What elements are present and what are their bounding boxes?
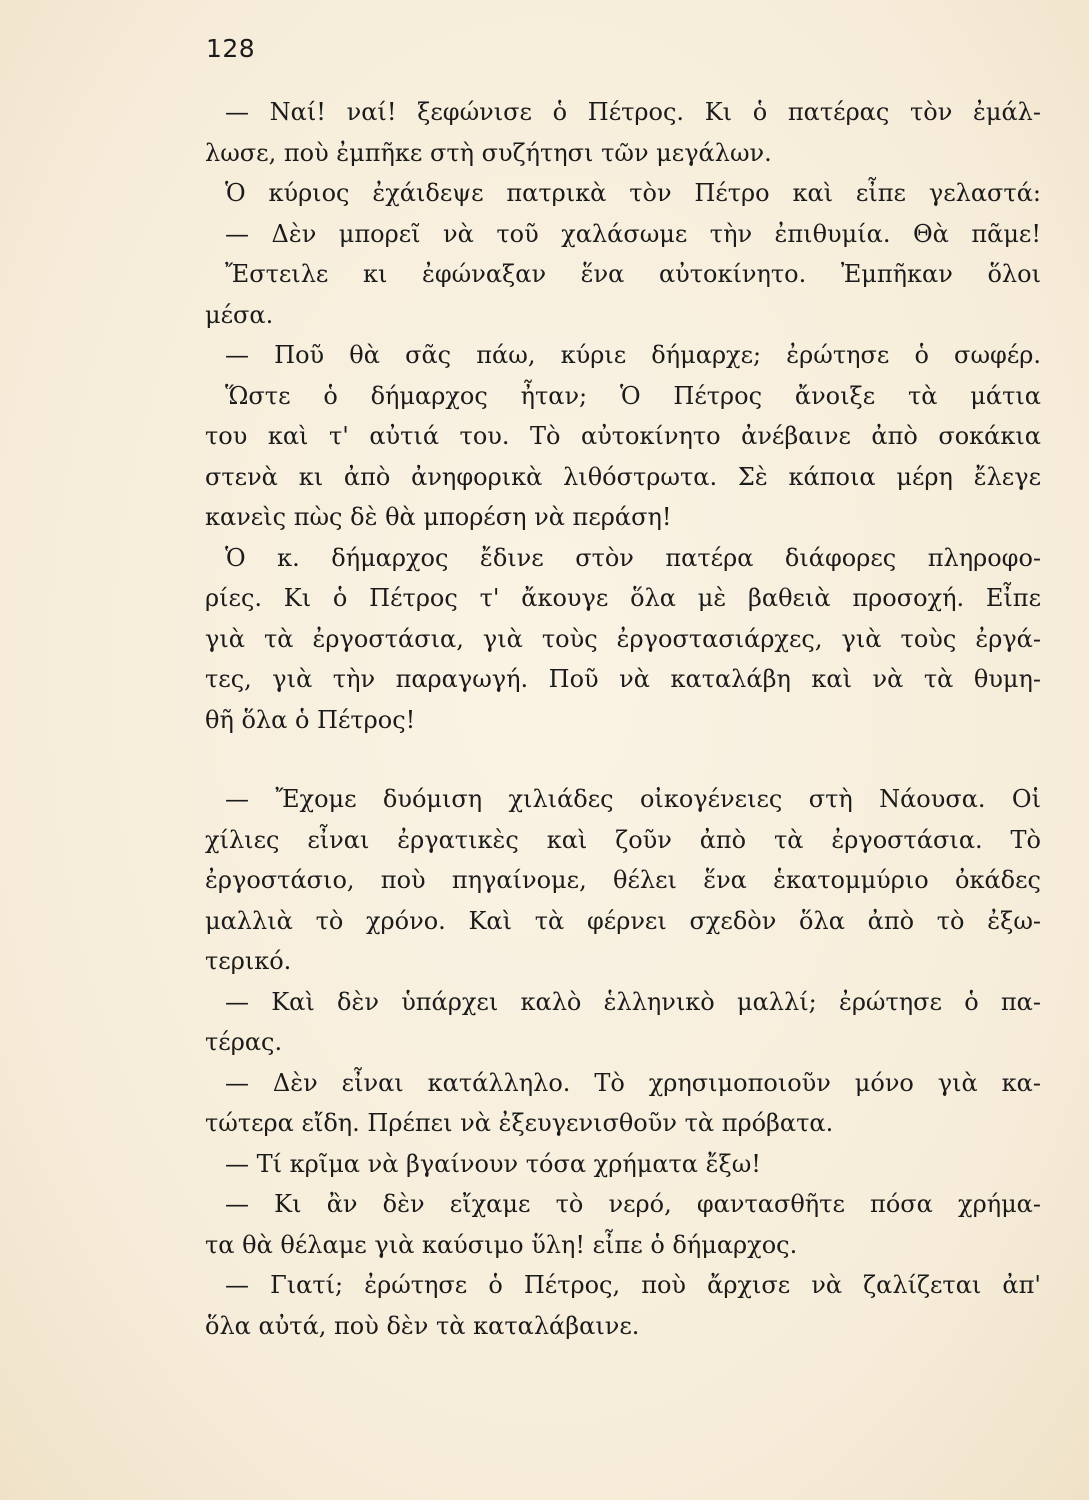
text-line: τες, γιὰ τὴν παραγωγή. Ποῦ νὰ καταλάβη καὶ νὰ τὰ θυμη- [205,665,1041,693]
text-line: — Καὶ δὲν ὑπάρχει καλὸ ἑλληνικὸ μαλλί; ἐρώτησε ὁ πα- [225,987,1041,1016]
text-line: τερικό. [205,947,292,975]
text-line: λωσε, ποὺ ἐμπῆκε στὴ συζήτησι τῶν μεγάλων. [205,138,772,167]
text-line: Ἔστειλε κι ἐφώναξαν ἕνα αὐτοκίνητο. Ἐμπῆκαν ὅλοι [225,260,1041,288]
paragraph-group-2 [205,779,1041,1346]
text-line: Ὥστε ὁ δήμαρχος ἦταν; Ὁ Πέτρος ἄνοιξε τὰ μάτια [225,381,1041,410]
body-text [205,92,1041,1346]
paragraph-group-1 [205,92,1041,740]
text-line: τώτερα εἴδη. Πρέπει νὰ ἐξευγενισθοῦν τὰ πρόβατα. [205,1109,834,1137]
text-line: μαλλιὰ τὸ χρόνο. Καὶ τὰ φέρνει σχεδὸν ὅλα ἀπὸ τὸ ἐξω- [205,906,1041,935]
text-line: χίλιες εἶναι ἐργατικὲς καὶ ζοῦν ἀπὸ τὰ ἐργοστάσια. Τὸ [205,825,1041,854]
text-line: κανεὶς πὼς δὲ θὰ μπορέση νὰ περάση! [205,503,672,531]
text-line: στενὰ κι ἀπὸ ἀνηφορικὰ λιθόστρωτα. Σὲ κάποια μέρη ἔλεγε [205,462,1041,491]
text-line: — Τί κρῖμα νὰ βγαίνουν τόσα χρήματα ἔξω! [225,1149,761,1178]
text-line: — Ἔχομε δυόμιση χιλιάδες οἰκογένειες στὴ Νάουσα. Οἱ [225,785,1041,813]
text-line: — Ποῦ θὰ σᾶς πάω, κύριε δήμαρχε; ἐρώτησε ὁ σωφέρ. [225,341,1041,369]
text-line: — Ναί! ναί! ξεφώνισε ὁ Πέτρος. Κι ὁ πατέρας τὸν ἐμάλ- [225,98,1041,126]
text-line: τα θὰ θέλαμε γιὰ καύσιμο ὕλη! εἶπε ὁ δήμαρχος. [205,1230,798,1259]
text-line: τέρας. [205,1028,283,1056]
text-line: Ὁ κύριος ἐχάιδεψε πατρικὰ τὸν Πέτρο καὶ εἶπε γελαστά: [225,179,1041,207]
text-line: γιὰ τὰ ἐργοστάσια, γιὰ τοὺς ἐργοστασιάρχες, γιὰ τοὺς ἐργά- [205,624,1041,653]
text-line: Ὁ κ. δήμαρχος ἔδινε στὸν πατέρα διάφορες πληροφο- [225,543,1041,572]
section-gap [205,740,1041,779]
text-line: θῆ ὅλα ὁ Πέτρος! [205,705,416,734]
text-line: του καὶ τ' αὐτιά του. Τὸ αὐτοκίνητο ἀνέβαινε ἀπὸ σοκάκια [205,422,1041,450]
text-line: μέσα. [205,300,274,329]
text-line: ἐργοστάσιο, ποὺ πηγαίνομε, θέλει ἕνα ἑκατομμύριο ὀκάδες [205,866,1041,894]
text-line: ὅλα αὐτά, ποὺ δὲν τὰ καταλάβαινε. [205,1311,640,1340]
text-line: — Γιατί; ἐρώτησε ὁ Πέτρος, ποὺ ἄρχισε νὰ ζαλίζεται ἀπ' [225,1271,1041,1299]
text-line: — Δὲν μπορεῖ νὰ τοῦ χαλάσωμε τὴν ἐπιθυμία. Θὰ πᾶμε! [225,219,1041,248]
text-line: — Δὲν εἶναι κατάλληλο. Τὸ χρησιμοποιοῦν μόνο γιὰ κα- [225,1068,1041,1097]
page-number: 128 [206,34,256,63]
text-line: — Κι ἂν δὲν εἴχαμε τὸ νερό, φαντασθῆτε πόσα χρήμα- [225,1190,1041,1218]
text-line: ρίες. Κι ὁ Πέτρος τ' ἄκουγε ὅλα μὲ βαθειὰ προσοχή. Εἶπε [205,584,1041,612]
